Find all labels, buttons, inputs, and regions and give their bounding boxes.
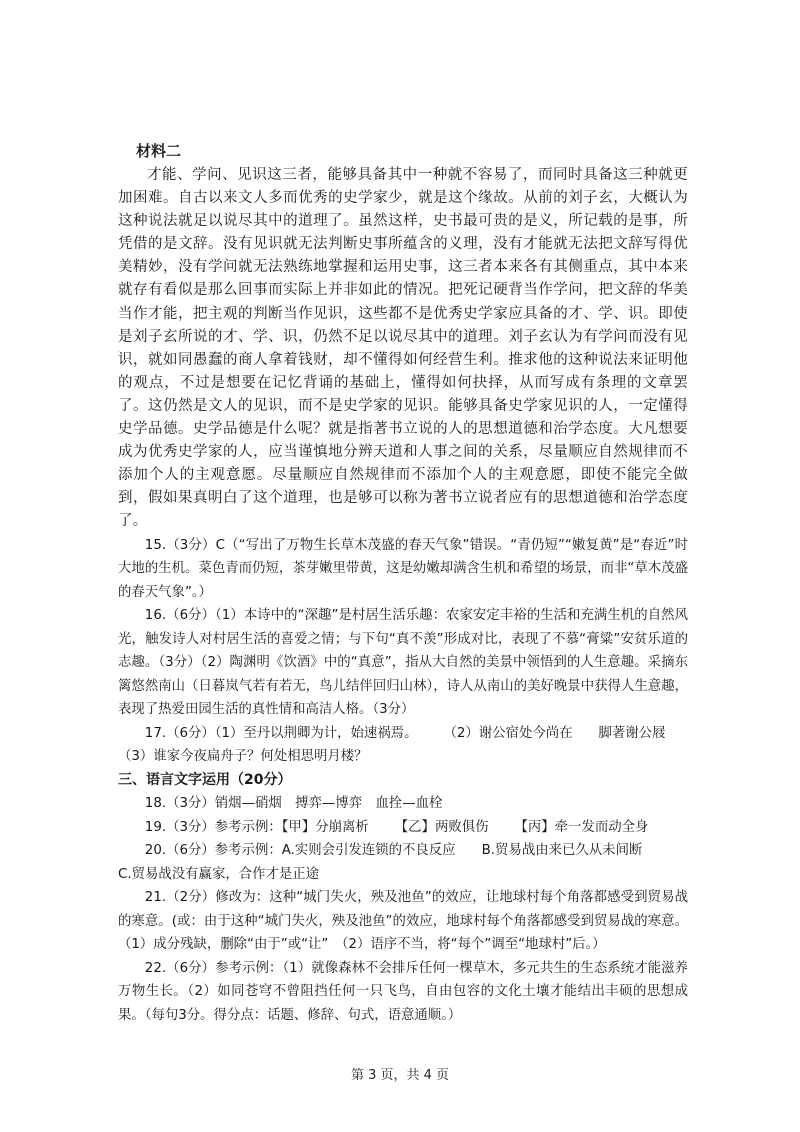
answer-21: 21.（2分）修改为：这种“城门失火，殃及池鱼”的效应，让地球村每个角落都感受到贸易战的寒意。(或：由于这种“城门失火，殃及池鱼”的效应，地球村每个角落都感受到贸易战的寒意。（1）成分残缺，删除“由于”或“让” （2）语序不当，将“每个”调至“地球村”后。）	[118, 890, 688, 952]
answer-17-part1: 17.（6分）（1）至丹以荆卿为计，始速祸焉。	[144, 725, 418, 741]
answer-17-part4: （3）谁家今夜扁舟子？何处相思明月楼？	[118, 749, 368, 764]
answer-22: 22.（6分）参考示例：（1）就像森林不会排斥任何一棵草木，多元共生的生态系统才能滋养万物生长。（2）如同苍穹不曾阻挡任何一只飞鸟，自由包容的文化土壤才能结出丰硕的思想成果。（每句3分。得分点：话题、修辞、句式，语意通顺。）	[118, 960, 688, 1023]
answer-19-c: 【丙】牵一发而动全身	[514, 819, 649, 835]
answer-17-part2: （2）谢公宿处今尚在	[443, 725, 573, 741]
answer-20	[118, 839, 688, 863]
section-three-title: 三、语言文字运用（20分）	[118, 771, 292, 788]
answer-20-a: 20.（6分）参考示例：A.实则会引发连锁的不良反应	[144, 843, 456, 858]
answer-19-b: 【乙】两败俱伤	[394, 819, 489, 835]
material-two-text: 才能、学问、见识这三者，能够具备其中一种就不容易了，而同时具备这三种就更加困难。自古以来文人多而优秀的史学家少，就是这个缘故。从前的刘子玄，大概认为这种说法就足以说尽其中的道理了。虽然这样，史书最可贵的是义，所记载的是事，所凭借的是文辞。没有见识就无法判断史事所蕴含的义理，没有才能就无法把文辞写得优美精妙，没有学问就无法熟练地掌握和运用史事，这三者本来各有其侧重点，其中本来就存有看似是那么回事而实际上并非如此的情况。把死记硬背当作学问，把文辞的华美当作才能，把主观的判断当作见识，这些都不是优秀史学家应具备的才、学、识。即使是刘子玄所说的才、学、识，仍然不足以说尽其中的道理。刘子玄认为有学问而没有见识，就如同愚蠢的商人拿着钱财，却不懂得如何经营生利。推求他的这种说法来证明他的观点，不过是想要在记忆背诵的基础上，懂得如何抉择，从而写成有条理的文章罢了。这仍然是文人的见识，而不是史学家的见识。能够具备史学家见识的人，一定懂得史学品德。史学品德是什么呢？就是指著书立说的人的思想道德和治学态度。大凡想要成为优秀史学家的人，应当谨慎地分辨天道和人事之间的关系，尽量顺应自然规律而不添加个人的主观意愿。尽量顺应自然规律而不添加个人的主观意愿，即使不能完全做到，假如果真明白了这个道理，也是够可以称为著书立说者应有的思想道德和治学态度了。	[118, 167, 688, 530]
answer-19	[118, 816, 688, 840]
page-footer: 第 3 页，共 4 页	[350, 1068, 450, 1083]
answer-16: 16.（6分）（1）本诗中的“深趣”是村居生活乐趣：农家安定丰裕的生活和充满生机的自然风光，触发诗人对村居生活的喜爱之情；与下句“真不羡”形成对比，表现了不慕“膏粱”安贫乐道的志趣。（3分）（2）陶渊明《饮酒》中的“真意”，指从大自然的美景中领悟到的人生意趣。采摘东篱悠然南山（日暮岚气若有若无，鸟儿结伴回归山林），诗人从南山的美好晚景中获得人生意趣，表现了热爱田园生活的真性情和高洁人格。（3分）	[118, 608, 688, 717]
answer-17-line1	[118, 722, 688, 746]
material-two-heading: 材料二	[136, 142, 182, 160]
answer-19-a: 19.（3分）参考示例：【甲】分崩离析	[144, 819, 369, 835]
answer-20-c: C.贸易战没有赢家，合作才是正途	[118, 866, 320, 882]
answer-20-b: B.贸易战由来已久从未间断	[481, 843, 643, 858]
page-content	[118, 140, 688, 1027]
answer-18: 18.（3分）销烟—硝烟 搏弈—博弈 血拴—血栓	[144, 796, 443, 811]
answer-15: 15.（3分）C（“写出了万物生长草木茂盛的春天气象”错误。“青仍短”“嫩复黄”是“春近”时大地的生机。菜色青而仍短，茶芽嫩里带黄，这是幼嫩却满含生机和希望的场景，而非“草木茂盛的春天气象”。）	[118, 537, 688, 600]
answer-17-part3: 脚著谢公屐	[598, 725, 666, 741]
